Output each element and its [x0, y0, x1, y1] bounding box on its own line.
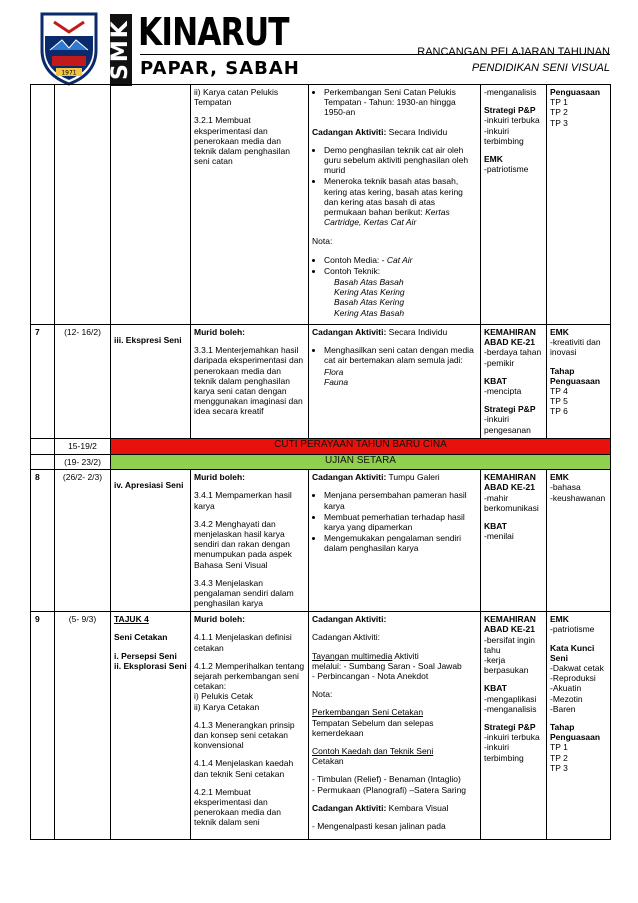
- kbat-line: -menganalisis: [484, 703, 537, 714]
- emk-heading: EMK: [550, 327, 569, 337]
- tp-item: TP 3: [550, 762, 568, 773]
- strategy-line: -inkuiri terbimbing: [484, 742, 524, 763]
- skills-cell: [481, 612, 547, 840]
- assessment-heading: Penguasaan: [550, 87, 601, 97]
- week-cell: [31, 85, 55, 325]
- keyword-item: -Mezotin: [550, 693, 583, 704]
- activity-line: - Perbincangan - Nota Anekdot: [312, 671, 429, 682]
- standard-line: 3.2.1 Membuat eksperimentasi dan penerokaan media dan teknik dalam penghasilan seni catan: [194, 115, 290, 167]
- standard-line: 4.2.1 Membuat eksperimentasi dan penerokaan media dan teknik dalam seni: [194, 786, 281, 828]
- standard-cell: [191, 612, 309, 840]
- activity-bullet: • Membuat pemerhatian terhadap hasil karya yang dipamerkan: [324, 512, 477, 532]
- activity-heading: Cadangan Aktiviti:: [312, 632, 381, 643]
- activity-line: Tempatan Sebelum dan selepas kemerdekaan: [312, 717, 434, 738]
- activity-cell: Cadangan Aktiviti: Cadangan Aktiviti: Tayangan multimedia Aktiviti melalui: - Sumbang Saran - Soal Jawab - Perbincangan - Nota Anekdot Nota: Perkembangan Seni Cetakan Tempatan Sebelum dan selepas kemerdekaan Contoh Kaedah dan Teknik Seni Cetakan - Timbulan (Relief) - Benaman (Intaglio) - Permukaan (Planografi) –Satera Saring Cadangan Aktiviti: Kembara Visual - Mengenalpasti kesan jalinan pada: [309, 612, 481, 840]
- emk-line: -keushawanan: [550, 492, 606, 503]
- topic-label: ii. Eksplorasi Seni: [114, 660, 187, 671]
- keyword-item: -Akuatin: [550, 683, 582, 694]
- table-row: [31, 612, 611, 840]
- teknik-line: Kering Atas Basah: [334, 307, 405, 318]
- week-number: 7: [31, 325, 55, 439]
- activity-line: melalui: - Sumbang Saran - Soal Jawab: [312, 660, 462, 671]
- strategy-heading: Strategi P&P: [484, 722, 536, 733]
- kbat-line: -mencipta: [484, 386, 522, 397]
- activity-heading: Cadangan Aktiviti:: [312, 126, 387, 137]
- tp-item: TP 3: [550, 117, 568, 128]
- activity-line: Cetakan: [312, 756, 344, 767]
- test-row: [31, 455, 611, 470]
- school-crest-logo: [32, 10, 106, 86]
- table-row: [31, 85, 611, 325]
- tahap-heading: Tahap Penguasaan: [550, 365, 601, 386]
- tp-item: TP 1: [550, 97, 568, 108]
- activity-underlined: Contoh Kaedah dan Teknik Seni: [312, 746, 434, 757]
- skills-heading: KEMAHIRAN ABAD KE-21: [484, 472, 536, 493]
- tp-item: TP 5: [550, 396, 568, 407]
- activity-line: - Timbulan (Relief) - Benaman (Intaglio): [312, 774, 461, 785]
- standard-line: ii) Karya catan Pelukis Tempatan: [194, 87, 279, 108]
- week-number: 8: [31, 470, 55, 612]
- tp-item: TP 4: [550, 386, 568, 397]
- teknik-line: Basah Atas Basah: [334, 277, 404, 288]
- standard-line: 3.4.2 Menghayati dan menjelaskan hasil karya sendiri dan rakan dengan menumpukan pada aspek Bahasa Seni Visual: [194, 518, 292, 570]
- skill-line: -inkuiri terbimbing: [484, 125, 524, 146]
- tp-item: TP 2: [550, 752, 568, 763]
- week-date: (12- 16/2): [55, 325, 111, 439]
- strategy-heading: Strategi P&P: [484, 105, 536, 116]
- standard-heading: Murid boleh:: [194, 327, 245, 337]
- emk-heading: EMK: [550, 614, 569, 625]
- activity-bullet: • Perkembangan Seni Catan Pelukis Tempatan - Tahun: 1930-an hingga 1950-an: [324, 87, 477, 118]
- standard-cell: [191, 470, 309, 612]
- topic-label: iii. Ekspresi Seni: [114, 335, 182, 345]
- skill-line: -pemikir: [484, 357, 515, 368]
- keyword-item: -Baren: [550, 703, 576, 714]
- activity-underlined: Tayangan multimedia: [312, 650, 393, 661]
- standard-heading: Murid boleh:: [194, 472, 245, 483]
- standard-line: 4.1.1 Menjelaskan definisi cetakan: [194, 632, 292, 653]
- empty-cell: [31, 455, 55, 470]
- assessment-cell: [547, 612, 611, 840]
- topic-cell: [111, 612, 191, 840]
- skills-cell: [481, 325, 547, 439]
- tp-item: TP 6: [550, 406, 568, 417]
- activity-heading: Cadangan Aktiviti:: [312, 614, 387, 625]
- skills-cell: [481, 470, 547, 612]
- skill-line: -berdaya tahan: [484, 347, 542, 358]
- document-subtitle: PENDIDIKAN SENI VISUAL: [471, 62, 610, 74]
- topic-title: TAJUK 4: [114, 614, 149, 625]
- history-item: ii) Karya Cetakan: [194, 701, 260, 712]
- activity-bullet: • Menghasilkan seni catan dengan media cat air bertemakan alam semula jadi:: [324, 345, 477, 365]
- teknik-line: Basah Atas Kering: [334, 297, 405, 308]
- school-name: KINARUT: [138, 10, 289, 54]
- kbat-heading: KBAT: [484, 683, 507, 694]
- history-item: i) Pelukis Cetak: [194, 691, 254, 702]
- standard-line: 3.4.1 Mempamerkan hasil karya: [194, 490, 292, 511]
- topic-label: i. Persepsi Seni: [114, 650, 177, 661]
- week-number: 9: [31, 612, 55, 840]
- week-date: (26/2- 2/3): [55, 470, 111, 612]
- skill-line: -mahir berkomunikasi: [484, 492, 539, 513]
- assessment-cell: [547, 325, 611, 439]
- activity-underlined: Perkembangan Seni Cetakan: [312, 707, 424, 718]
- activity-bullet: • Demo penghasilan teknik cat air oleh guru sebelum aktiviti penghasilan oleh murid: [324, 145, 477, 176]
- activity-item: Fauna: [324, 376, 349, 387]
- teknik-line: Kering Atas Kering: [334, 287, 405, 298]
- keyword-item: -Reproduksi: [550, 673, 596, 684]
- nota-label: Nota:: [312, 689, 333, 700]
- skill-line: -menganalisis: [484, 87, 537, 97]
- nota-label: Nota:: [312, 236, 333, 247]
- empty-cell: [31, 439, 55, 455]
- topic-label: iv. Apresiasi Seni: [114, 480, 184, 491]
- standard-cell: [191, 325, 309, 439]
- kbat-heading: KBAT: [484, 521, 507, 532]
- activity-heading: Cadangan Aktiviti:: [312, 327, 387, 337]
- skills-heading: KEMAHIRAN ABAD KE-21: [484, 327, 536, 348]
- table-row: [31, 325, 611, 439]
- assessment-cell: [547, 470, 611, 612]
- topic-cell: [111, 470, 191, 612]
- test-banner: UJIAN SETARA: [111, 455, 611, 470]
- test-date: (19- 23/2): [55, 455, 111, 470]
- emk-line: -patriotisme: [550, 624, 595, 635]
- table-row: [31, 470, 611, 612]
- media-item: • Contoh Media: - Cat Air: [324, 255, 477, 265]
- date-cell: [55, 85, 111, 325]
- standard-line: 3.4.3 Menjelaskan pengalaman sendiri dalam penghasilan karya: [194, 577, 294, 609]
- activity-item: Flora: [324, 366, 344, 377]
- activity-line: - Permukaan (Planografi) –Satera Saring: [312, 784, 467, 795]
- emk-line: -bahasa: [550, 482, 581, 493]
- week-date: (5- 9/3): [55, 612, 111, 840]
- tahap-heading: Tahap Penguasaan: [550, 722, 601, 743]
- lesson-plan-table: [30, 84, 611, 840]
- tp-item: TP 2: [550, 107, 568, 118]
- activity-cell: [309, 85, 481, 325]
- activity-bullet: • Meneroka teknik basah atas basah, kering atas kering, basah atas kering dan kering atas basah di atas permukaan bahan berikut: Kertas Cartridge, Kertas Cat Air: [324, 176, 477, 227]
- strategy-line: -inkuiri terbuka: [484, 732, 540, 743]
- emk-line: -kreativiti dan inovasi: [550, 337, 601, 358]
- emk-heading: EMK: [550, 472, 569, 483]
- skill-line: -kerja berpasukan: [484, 655, 529, 676]
- activity-cell: Cadangan Aktiviti: Tumpu Galeri • Menjana persembahan pameran hasil karya • Membuat pemerhatian terhadap hasil karya yang dipamerkan • Mengemukakan pengalaman sendiri dalam penghasilan karya: [309, 470, 481, 612]
- activity-cell: Cadangan Aktiviti: Secara Individu • Menghasilkan seni catan dengan media cat air bertemakan alam semula jadi: Flora Fauna: [309, 325, 481, 439]
- activity-line: - Mengenalpasti kesan jalinan pada: [312, 821, 446, 832]
- activity-bullet: • Mengemukakan pengalaman sendiri dalam penghasilan karya: [324, 533, 477, 553]
- standard-line: 4.1.3 Menerangkan prinsip dan konsep seni cetakan konvensional: [194, 719, 295, 751]
- school-location: PAPAR, SABAH: [140, 58, 300, 79]
- activity-bullet: • Menjana persembahan pameran hasil karya: [324, 490, 477, 510]
- topic-subtitle: Seni Cetakan: [114, 632, 168, 643]
- kbat-line: -mengaplikasi: [484, 693, 537, 704]
- teknik-item: • Contoh Teknik:: [324, 266, 477, 276]
- document-title: RANCANGAN PELAJARAN TAHUNAN: [417, 46, 610, 58]
- standard-line: 4.1.2 Memperihalkan tentang sejarah perkembangan seni cetakan:: [194, 660, 305, 692]
- activity-heading-rest: Secara Individu: [386, 126, 448, 137]
- school-banner: [30, 8, 610, 90]
- activity-heading: Cadangan Aktiviti:: [312, 802, 387, 813]
- activity-heading: Cadangan Aktiviti:: [312, 472, 387, 483]
- holiday-banner: CUTI PERAYAAN TAHUN BARU CINA: [111, 439, 611, 455]
- emk-line: -patriotisme: [484, 164, 529, 175]
- kbat-heading: KBAT: [484, 375, 507, 386]
- strategy-heading: Strategi P&P: [484, 404, 536, 415]
- svg-text:1971: 1971: [61, 69, 77, 77]
- skill-line: -inkuiri terbuka: [484, 115, 540, 126]
- kbat-line: -menilai: [484, 531, 514, 542]
- holiday-date: 15-19/2: [55, 439, 111, 455]
- tp-item: TP 1: [550, 742, 568, 753]
- keyword-item: -Dakwat cetak: [550, 663, 604, 674]
- strategy-line: -inkuiri pengesanan: [484, 414, 531, 435]
- topic-cell: [111, 85, 191, 325]
- standard-heading: Murid boleh:: [194, 614, 245, 625]
- topic-cell: [111, 325, 191, 439]
- school-short-name: SMK: [110, 14, 132, 86]
- standard-line: 3.3.1 Menterjemahkan hasil daripada eksperimentasi dan penerokaan media dan teknik dalam penghasilan karya seni catan dengan menggunakan imaginasi dan idea secara kreatif: [194, 345, 304, 417]
- standard-line: 4.1.4 Menjelaskan kaedah dan teknik Seni cetakan: [194, 758, 294, 779]
- standard-cell: [191, 85, 309, 325]
- skill-line: -bersifat ingin tahu: [484, 634, 536, 655]
- holiday-row: [31, 439, 611, 455]
- skills-heading: KEMAHIRAN ABAD KE-21: [484, 614, 536, 635]
- assessment-cell: [547, 85, 611, 325]
- kata-kunci-heading: Kata Kunci Seni: [550, 642, 595, 663]
- emk-heading: EMK: [484, 154, 503, 165]
- skills-cell: [481, 85, 547, 325]
